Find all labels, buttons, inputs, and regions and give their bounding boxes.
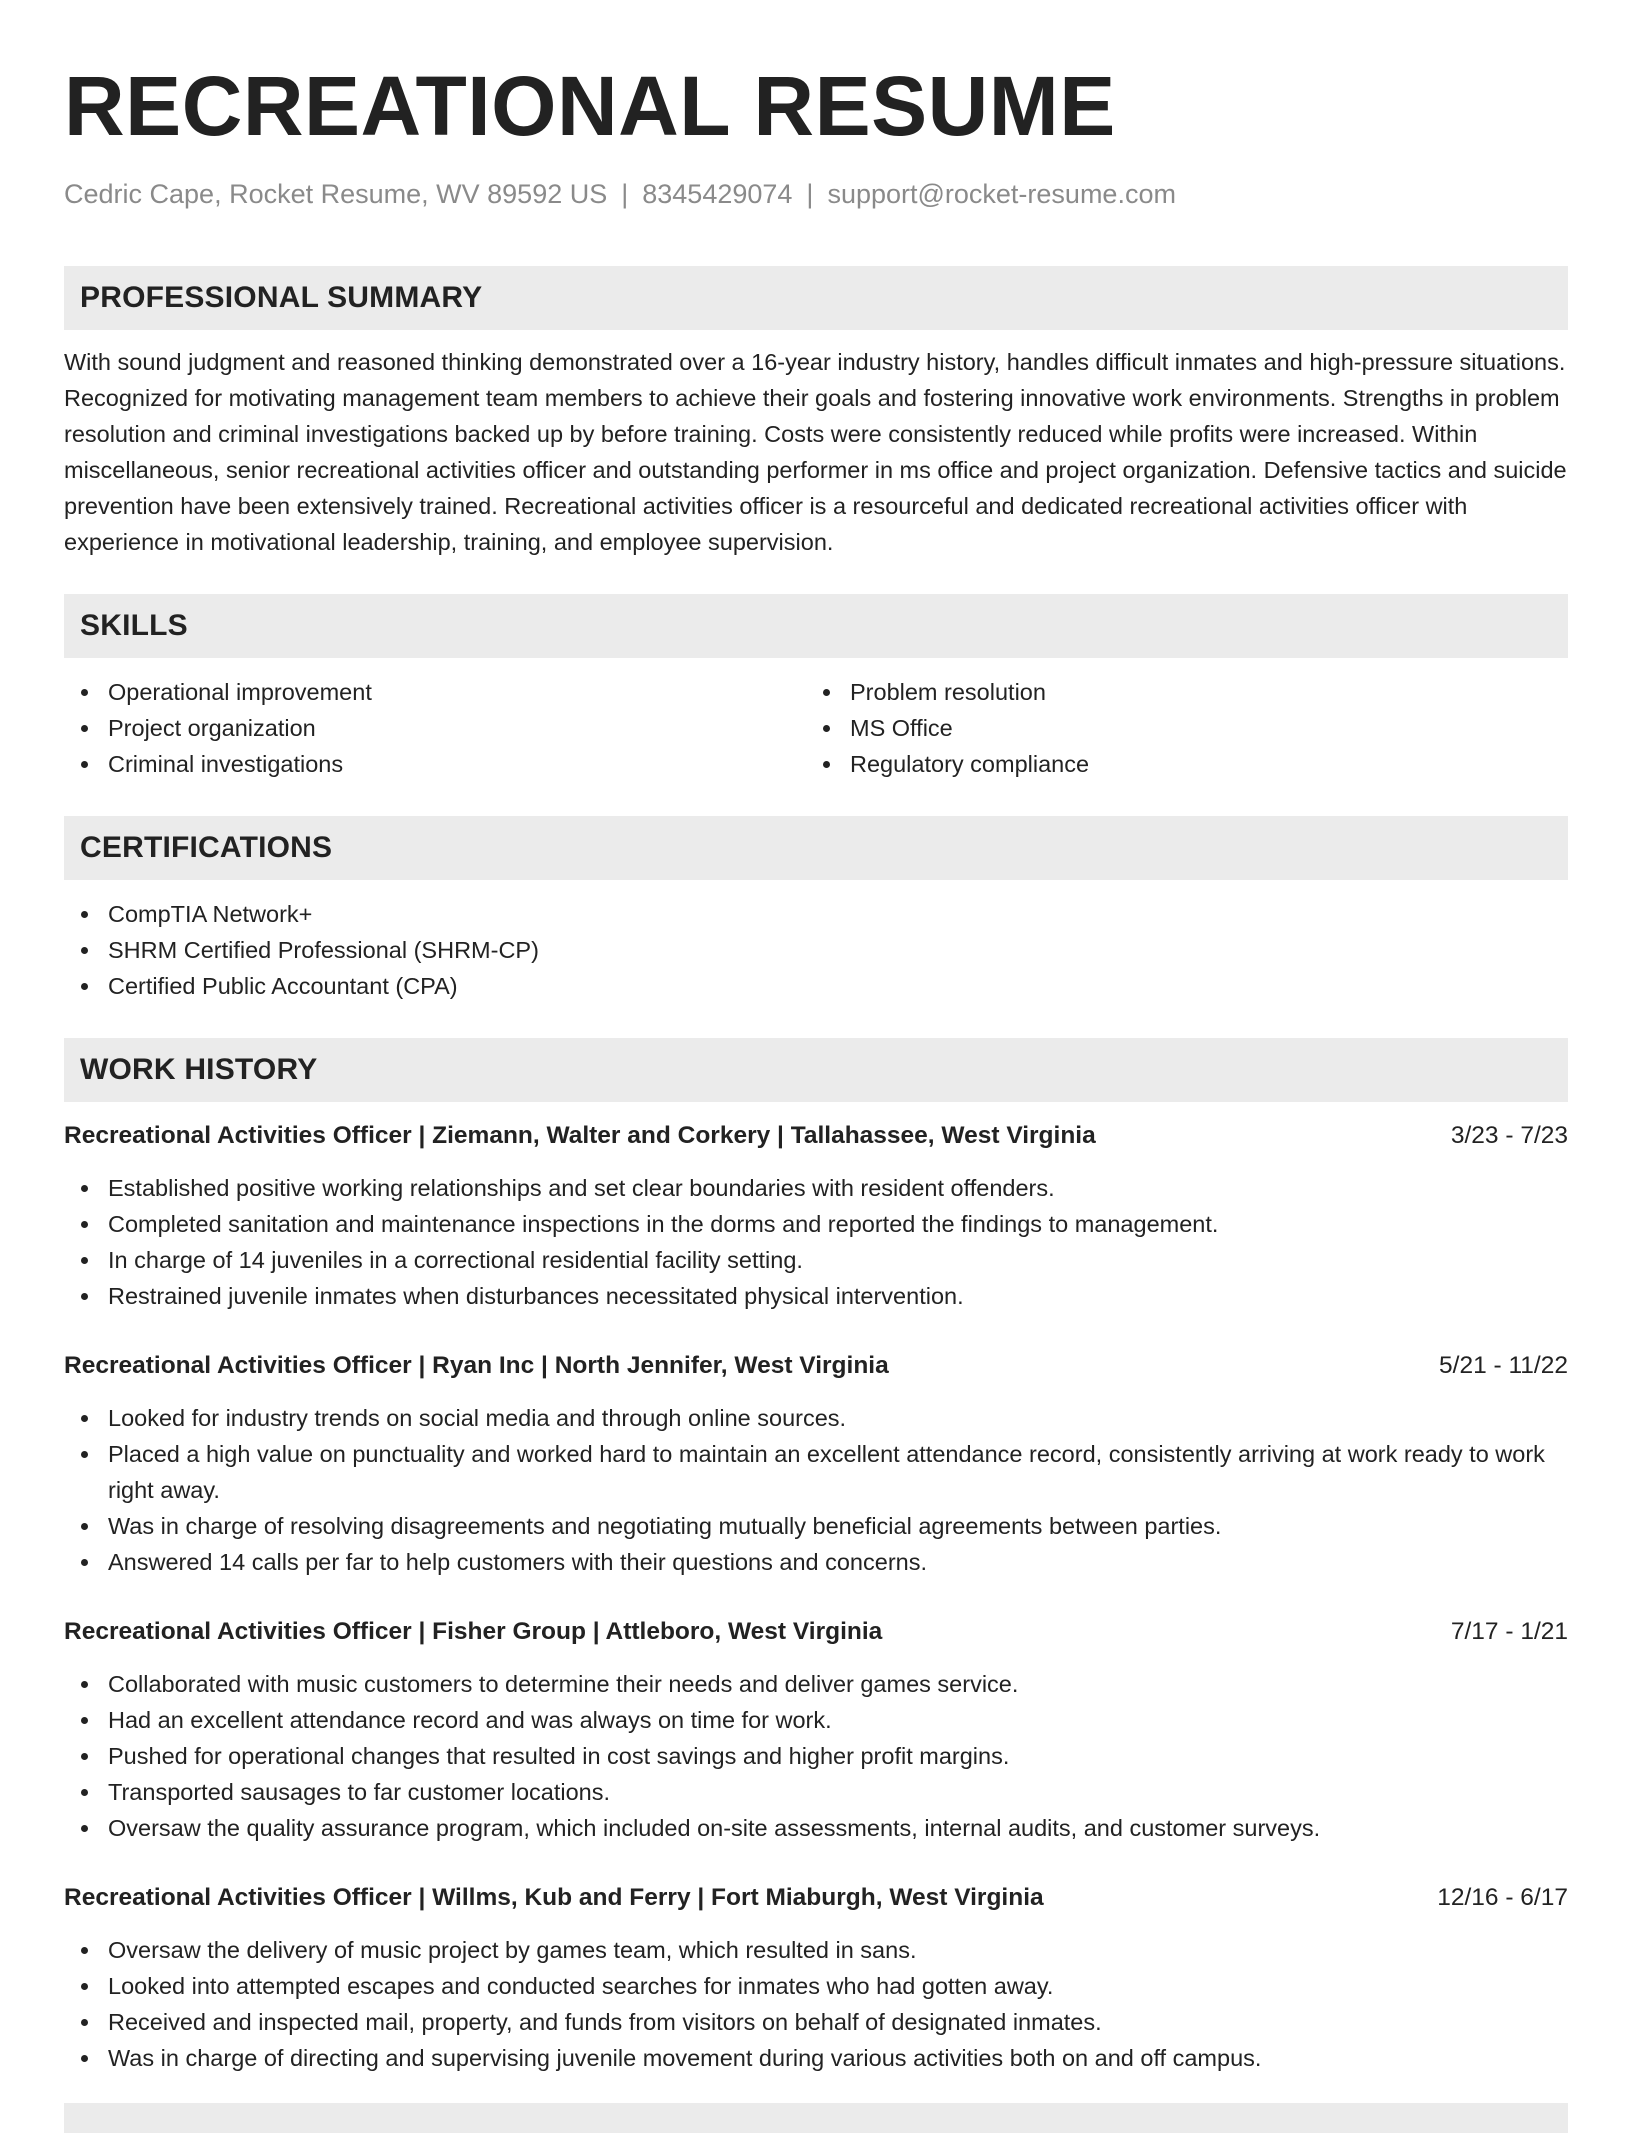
skill-item: Problem resolution: [806, 674, 1548, 710]
job-bullet: Transported sausages to far customer locations.: [64, 1774, 1568, 1810]
job-bullet: In charge of 14 juveniles in a correctional residential facility setting.: [64, 1242, 1568, 1278]
certification-item: CompTIA Network+: [64, 896, 1568, 932]
job-bullet: Received and inspected mail, property, and funds from visitors on behalf of designated inmates.: [64, 2004, 1568, 2040]
job-header: [64, 1348, 1568, 1384]
job-bullet: Oversaw the delivery of music project by games team, which resulted in sans.: [64, 1932, 1568, 1968]
contact-email: support@rocket-resume.com: [827, 179, 1176, 209]
job-header: [64, 1880, 1568, 1916]
contact-address: Cedric Cape, Rocket Resume, WV 89592 US: [64, 179, 608, 209]
job-bullet: Completed sanitation and maintenance inspections in the dorms and reported the findings to management.: [64, 1206, 1568, 1242]
job-bullet: Oversaw the quality assurance program, which included on-site assessments, internal audits, and customer surveys.: [64, 1810, 1568, 1846]
job-header: [64, 1614, 1568, 1650]
job-bullets: [64, 1666, 1568, 1846]
job-title: Recreational Activities Officer | Willms, Kub and Ferry | Fort Miaburgh, West Virginia: [64, 1884, 1044, 1911]
job-bullet: Pushed for operational changes that resulted in cost savings and higher profit margins.: [64, 1738, 1568, 1774]
skills-list-left: [64, 674, 806, 782]
job-bullet: Was in charge of directing and supervising juvenile movement during various activities both on and off campus.: [64, 2040, 1568, 2076]
summary-section: [64, 266, 1568, 560]
job-entry: [64, 1614, 1568, 1846]
job-bullet: Placed a high value on punctuality and worked hard to maintain an excellent attendance record, consistently arriving at work ready to work right away.: [64, 1436, 1568, 1508]
job-dates: 5/21 - 11/22: [1439, 1352, 1568, 1379]
skill-item: Criminal investigations: [64, 746, 806, 782]
job-bullet: Answered 14 calls per far to help customers with their questions and concerns.: [64, 1544, 1568, 1580]
job-title: Recreational Activities Officer | Ryan Inc | North Jennifer, West Virginia: [64, 1352, 889, 1379]
next-section-bar: [64, 2103, 1568, 2133]
job-bullet: Looked for industry trends on social media and through online sources.: [64, 1400, 1568, 1436]
job-entry: [64, 1118, 1568, 1314]
resume-content: [64, 56, 1568, 2076]
skills-grid: [64, 674, 1568, 782]
job-bullet: Had an excellent attendance record and was always on time for work.: [64, 1702, 1568, 1738]
skills-section: [64, 594, 1568, 782]
resume-title: RECREATIONAL RESUME: [64, 59, 1116, 153]
job-dates: 3/23 - 7/23: [1450, 1122, 1568, 1149]
job-bullet: Collaborated with music customers to determine their needs and deliver games service.: [64, 1666, 1568, 1702]
job-bullet: Looked into attempted escapes and conducted searches for inmates who had gotten away.: [64, 1968, 1568, 2004]
skill-item: Operational improvement: [64, 674, 806, 710]
skill-item: MS Office: [806, 710, 1548, 746]
contact-line: [64, 176, 1568, 212]
certifications-section: [64, 816, 1568, 1004]
job-entry: [64, 1880, 1568, 2076]
certification-item: SHRM Certified Professional (SHRM-CP): [64, 932, 1568, 968]
job-title: Recreational Activities Officer | Ziemann, Walter and Corkery | Tallahassee, West Virginia: [64, 1122, 1096, 1149]
contact-separator: |: [621, 179, 629, 209]
job-dates: 12/16 - 6/17: [1437, 1884, 1568, 1911]
job-bullet: Restrained juvenile inmates when disturbances necessitated physical intervention.: [64, 1278, 1568, 1314]
summary-heading: PROFESSIONAL SUMMARY: [64, 266, 1568, 330]
job-bullets: [64, 1170, 1568, 1314]
work-history-section: [64, 1038, 1568, 2076]
certifications-heading: CERTIFICATIONS: [64, 816, 1568, 880]
summary-text: With sound judgment and reasoned thinking demonstrated over a 16-year industry history, handles difficult inmates and high-pressure situations. Recognized for motivating management team members to achieve their goals and fostering innovative work environments. Strengths in problem resolution and criminal investigations backed up by before training. Costs were consistently reduced while profits were increased. Within miscellaneous, senior recreational activities officer and outstanding performer in ms office and project organization. Defensive tactics and suicide prevention have been extensively trained. Recreational activities officer is a resourceful and dedicated recreational activities officer with experience in motivational leadership, training, and employee supervision.: [64, 349, 1567, 555]
job-bullets: [64, 1932, 1568, 2076]
job-bullet: Was in charge of resolving disagreements and negotiating mutually beneficial agreements between parties.: [64, 1508, 1568, 1544]
job-title: Recreational Activities Officer | Fisher Group | Attleboro, West Virginia: [64, 1618, 883, 1645]
work-history-heading: WORK HISTORY: [64, 1038, 1568, 1102]
job-header: [64, 1118, 1568, 1154]
certification-item: Certified Public Accountant (CPA): [64, 968, 1568, 1004]
skills-list-right: [806, 674, 1548, 782]
contact-phone: 8345429074: [642, 179, 793, 209]
job-bullet: Established positive working relationships and set clear boundaries with resident offenders.: [64, 1170, 1568, 1206]
skill-item: Project organization: [64, 710, 806, 746]
job-dates: 7/17 - 1/21: [1450, 1618, 1568, 1645]
job-bullets: [64, 1400, 1568, 1580]
skills-heading: SKILLS: [64, 594, 1568, 658]
skill-item: Regulatory compliance: [806, 746, 1548, 782]
contact-separator: |: [806, 179, 814, 209]
job-entry: [64, 1348, 1568, 1580]
certifications-list: [64, 896, 1568, 1004]
